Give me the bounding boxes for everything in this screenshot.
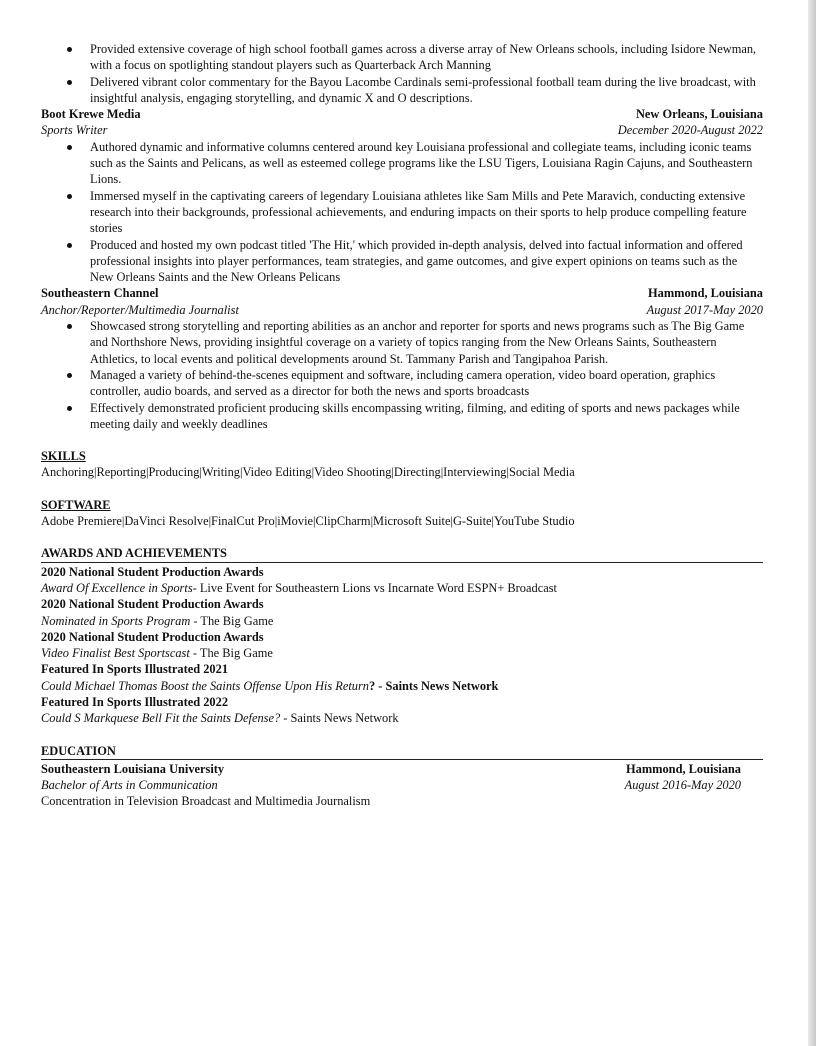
bullet-item: Provided extensive coverage of high school football games across a diverse array of New Orleans schools, including Isidore Newman, with a focus on spotlighting standout players such as Quarterback Arch Manning bbox=[41, 41, 763, 74]
award-title: Featured In Sports Illustrated 2022 bbox=[41, 694, 229, 709]
award-item bbox=[41, 661, 763, 694]
award-detail-rest: ? - Saints News Network bbox=[369, 678, 499, 693]
resume-page bbox=[41, 41, 763, 810]
award-title: 2020 National Student Production Awards bbox=[41, 564, 264, 579]
award-detail-rest: - The Big Game bbox=[189, 646, 273, 661]
job-header bbox=[41, 285, 763, 301]
job-org: Boot Krewe Media bbox=[41, 107, 141, 122]
job-location: Hammond, Louisiana bbox=[648, 286, 763, 301]
job-bullets bbox=[41, 139, 763, 286]
job-subheader bbox=[41, 302, 763, 318]
page-edge-shadow bbox=[808, 0, 816, 1046]
bullet-item: Effectively demonstrated proficient producing skills encompassing writing, filming, and editing of sports and news packages while meeting daily and weekly deadlines bbox=[41, 400, 763, 433]
award-detail-italic: Could Michael Thomas Boost the Saints Offense Upon His Return bbox=[41, 678, 369, 693]
job-southeastern-channel bbox=[41, 285, 763, 432]
bullet-item: Managed a variety of behind-the-scenes equipment and software, including camera operation, video board operation, graphics controller, audio boards, and served as a director for both the news and sports broadcasts bbox=[41, 367, 763, 400]
bullet-item: Produced and hosted my own podcast titled 'The Hit,' which provided in-depth analysis, delved into factual information and offered professional insights into player performances, team strategies, and game outcomes, and give expert opinions on teams such as the New Orleans Saints and the New Orleans Pelicans bbox=[41, 237, 763, 286]
award-item bbox=[41, 596, 763, 629]
section-title: AWARDS AND ACHIEVEMENTS bbox=[41, 545, 763, 562]
award-detail-italic: Video Finalist Best Sportscast bbox=[41, 646, 190, 661]
bullet-item: Delivered vibrant color commentary for the Bayou Lacombe Cardinals semi-professional football team during the live broadcast, with insightful analysis, engaging storytelling, and dynamic X and O descriptions. bbox=[41, 74, 763, 107]
skills-section bbox=[41, 448, 763, 481]
job-bullets bbox=[41, 318, 763, 432]
education-section bbox=[41, 743, 763, 810]
software-section bbox=[41, 497, 763, 530]
job-role: Anchor/Reporter/Multimedia Journalist bbox=[41, 302, 239, 317]
award-title: 2020 National Student Production Awards bbox=[41, 629, 264, 644]
award-title: 2020 National Student Production Awards bbox=[41, 597, 264, 612]
concentration: Concentration in Television Broadcast and Multimedia Journalism bbox=[41, 794, 371, 809]
education-subheader bbox=[41, 777, 741, 793]
bullet-item: Showcased strong storytelling and reporting abilities as an anchor and reporter for sports and news programs such as The Big Game and Northshore News, providing insightful coverage on a variety of topics ranging from the New Orleans Saints, Southeastern Athletics, to local events and political developments around St. Tammany Parish and Tangipahoa Parish. bbox=[41, 318, 763, 367]
award-detail-rest: - Live Event for Southeastern Lions vs Incarnate Word ESPN+ Broadcast bbox=[192, 580, 557, 595]
awards-section bbox=[41, 545, 763, 726]
bullet-item: Immersed myself in the captivating careers of legendary Louisiana athletes like Sam Mills and Pete Maravich, conducting extensive research into their backgrounds, professional achievements, and enduring impacts on their sports to help produce compelling feature stories bbox=[41, 188, 763, 237]
award-item bbox=[41, 694, 763, 727]
job-dates: August 2017-May 2020 bbox=[646, 302, 763, 317]
job-dates: December 2020-August 2022 bbox=[617, 123, 763, 138]
bullet-item: Authored dynamic and informative columns centered around key Louisiana professional and collegiate teams, including iconic teams such as the Saints and Pelicans, as well as esteemed college programs like the LSU Tigers, Louisiana Ragin Cajuns, and Southeastern Lions. bbox=[41, 139, 763, 188]
award-detail-italic: Nominated in Sports Program bbox=[41, 613, 191, 628]
job-org: Southeastern Channel bbox=[41, 286, 159, 301]
award-detail-rest: - Saints News Network bbox=[280, 711, 399, 726]
job-boot-krewe-media bbox=[41, 106, 763, 285]
award-detail-rest: - The Big Game bbox=[190, 613, 274, 628]
degree: Bachelor of Arts in Communication bbox=[41, 778, 218, 793]
section-title: SKILLS bbox=[41, 449, 86, 464]
school-name: Southeastern Louisiana University bbox=[41, 761, 225, 776]
award-detail bbox=[41, 580, 763, 596]
award-detail bbox=[41, 613, 763, 629]
education-header bbox=[41, 761, 741, 777]
award-title: Featured In Sports Illustrated 2021 bbox=[41, 662, 229, 677]
job-header bbox=[41, 106, 763, 122]
award-item bbox=[41, 629, 763, 662]
job-subheader bbox=[41, 122, 763, 138]
award-detail bbox=[41, 710, 763, 726]
skills-list: Anchoring|Reporting|Producing|Writing|Video Editing|Video Shooting|Directing|Interviewing|Social Media bbox=[41, 465, 575, 480]
previous-job-bullets bbox=[41, 41, 763, 106]
section-title: SOFTWARE bbox=[41, 497, 111, 512]
award-detail-italic: Award Of Excellence in Sports bbox=[41, 580, 193, 595]
job-role: Sports Writer bbox=[41, 123, 108, 138]
award-detail-italic: Could S Markquese Bell Fit the Saints Defense? bbox=[41, 711, 281, 726]
school-location: Hammond, Louisiana bbox=[626, 761, 741, 776]
section-title: EDUCATION bbox=[41, 743, 763, 760]
education-dates: August 2016-May 2020 bbox=[624, 778, 741, 793]
award-detail bbox=[41, 678, 763, 694]
award-detail bbox=[41, 645, 763, 661]
software-list: Adobe Premiere|DaVinci Resolve|FinalCut Pro|iMovie|ClipCharm|Microsoft Suite|G-Suite|YouTube Studio bbox=[41, 514, 575, 529]
job-location: New Orleans, Louisiana bbox=[635, 107, 763, 122]
award-item bbox=[41, 564, 763, 597]
